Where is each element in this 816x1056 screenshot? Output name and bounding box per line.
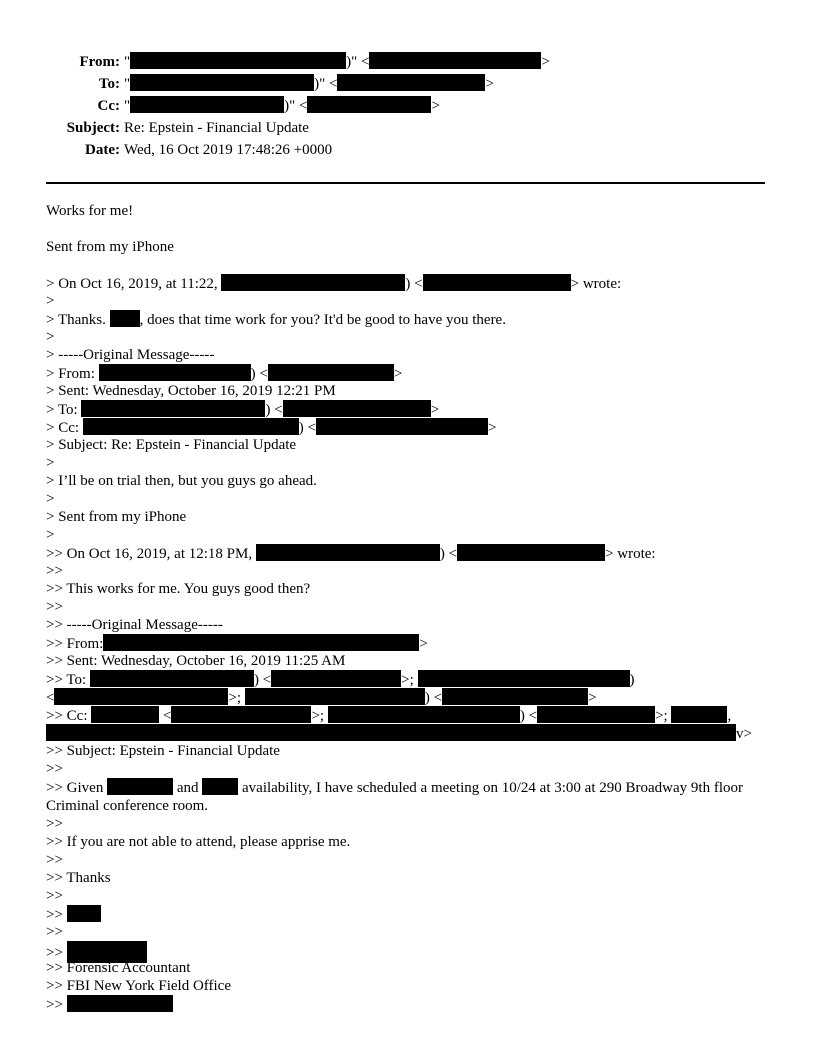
redaction-box [202, 778, 238, 795]
quote-blank: >> [46, 761, 63, 777]
quote2-office-line: >> FBI New York Field Office [46, 978, 231, 994]
date-label: Date: [85, 142, 120, 158]
redaction-box [130, 52, 346, 69]
from-label: From: [79, 54, 120, 70]
quote2-original-message: >> -----Original Message----- [46, 617, 223, 633]
quote1-thanks-rest: , does that time work for you? It'd be good to have you there. [139, 312, 506, 328]
quote-blank: >> [46, 888, 63, 904]
quote1-thanks-prefix: > Thanks. [46, 312, 106, 328]
quote1-cc-line: > Cc: ) < > [46, 420, 497, 436]
redaction-box [256, 544, 440, 561]
redaction-box [268, 364, 394, 381]
header-divider [46, 182, 765, 184]
redaction-box [245, 688, 425, 705]
redaction-box [221, 274, 405, 291]
quote2-cc-line: >> Cc: < >; ) < >; , [46, 708, 732, 724]
quote2-cc-label: >> Cc: [46, 708, 88, 724]
quote1-original-message: > -----Original Message----- [46, 347, 215, 363]
redaction-box [171, 706, 311, 723]
redaction-box [423, 274, 571, 291]
quote2-name-line: >> [46, 941, 776, 959]
redaction-box [418, 670, 630, 687]
quote2-sent-line: >> Sent: Wednesday, October 16, 2019 11:25 AM [46, 653, 346, 669]
quote-blank: >> [46, 852, 63, 868]
quote1-from-label: > From: [46, 366, 95, 382]
quote2-sender-line: >> [46, 905, 776, 923]
header-from-row [0, 51, 816, 73]
quote2-given-rest: availability, I have scheduled a meeting on 10/24 at 3:00 at 290 Broadway 9th floor Criminal conference room. [46, 780, 743, 814]
quote-blank: >> [46, 563, 63, 579]
date-value: Wed, 16 Oct 2019 17:48:26 +0000 [124, 142, 333, 158]
redaction-box [457, 544, 605, 561]
redaction-box [54, 688, 228, 705]
quote1-wrote: > wrote: [570, 276, 622, 292]
quote1-to-label: > To: [46, 402, 78, 418]
quote1-trial-line: > I’ll be on trial then, but you guys go ahead. [46, 473, 317, 489]
redaction-box [81, 400, 265, 417]
header-cc-row [0, 95, 816, 117]
redaction-box [283, 400, 431, 417]
redaction-box [337, 74, 485, 91]
quote1-on-line: > On Oct 16, 2019, at 11:22, ) < > wrote: [46, 276, 622, 292]
quote2-from-label: >> From: [46, 636, 104, 652]
quote1-signature-line: > Sent from my iPhone [46, 509, 187, 525]
quote1-subject-line: > Subject: Re: Epstein - Financial Update [46, 437, 297, 453]
redaction-box [46, 724, 736, 741]
redaction-box [130, 96, 284, 113]
redaction-box [103, 634, 419, 651]
redaction-box [537, 706, 655, 723]
quote2-subject-line: >> Subject: Epstein - Financial Update [46, 743, 280, 759]
redaction-box [307, 96, 431, 113]
quote1-to-line: > To: ) < > [46, 402, 440, 418]
redaction-box [91, 706, 159, 723]
quote2-on-line: >> On Oct 16, 2019, at 12:18 PM, ) < > wrote: [46, 546, 656, 562]
quote-blank: > [46, 329, 55, 345]
quote1-sent-line: > Sent: Wednesday, October 16, 2019 12:21 PM [46, 383, 336, 399]
quote2-given-prefix: >> Given [46, 780, 104, 796]
reply-text: Works for me! [46, 203, 134, 219]
redaction-box [67, 905, 101, 922]
quote2-wrote: > wrote: [605, 546, 656, 562]
email-header [0, 51, 816, 161]
redaction-box [110, 310, 140, 327]
redaction-box [99, 364, 251, 381]
quote1-on-prefix: > On Oct 16, 2019, at 11:22, [46, 276, 218, 292]
quote-blank: >> [46, 816, 63, 832]
redaction-box [107, 778, 173, 795]
redaction-box [271, 670, 401, 687]
header-date-row [0, 139, 816, 161]
redaction-box [67, 995, 173, 1012]
redaction-box [130, 74, 314, 91]
quote2-given-paragraph [46, 778, 766, 815]
header-to-row [0, 73, 816, 95]
redaction-box [671, 706, 727, 723]
quote2-to-label: >> To: [46, 672, 87, 688]
quote2-title-line: >> Forensic Accountant [46, 960, 191, 976]
quote-blank: > [46, 527, 55, 543]
quote2-attend-line: >> If you are not able to attend, please apprise me. [46, 834, 351, 850]
to-label: To: [98, 76, 120, 92]
quote-blank: >> [46, 599, 63, 615]
subject-label: Subject: [66, 120, 120, 136]
cc-label: Cc: [97, 98, 120, 114]
redaction-box [90, 670, 254, 687]
quote2-thanks-line: >> Thanks [46, 870, 111, 886]
quote1-cc-label: > Cc: [46, 420, 80, 436]
quote2-cc-continued: v> [46, 724, 776, 742]
quote2-to-line: >> To: ) < >; ) [46, 672, 635, 688]
redaction-box [369, 52, 541, 69]
email-body [46, 202, 776, 1013]
quote2-from-line: >> From: > [46, 636, 428, 652]
redaction-box [316, 418, 488, 435]
redaction-box [83, 418, 299, 435]
header-subject-row [0, 117, 816, 139]
subject-value: Re: Epstein - Financial Update [124, 120, 309, 136]
reply-signature: Sent from my iPhone [46, 239, 174, 255]
from-value: " )" < > [124, 54, 550, 70]
quote2-works-line: >> This works for me. You guys good then? [46, 581, 311, 597]
quote-blank: > [46, 455, 55, 471]
quote2-on-prefix: >> On Oct 16, 2019, at 12:18 PM, [46, 546, 253, 562]
quote1-thanks-line [46, 310, 776, 328]
quote-blank: > [46, 293, 55, 309]
quote-blank: >> [46, 924, 63, 940]
redaction-box [442, 688, 588, 705]
quote2-given-and: and [176, 780, 199, 796]
redaction-box [328, 706, 520, 723]
quote2-contact-line: >> [46, 995, 776, 1013]
quote1-from-line: > From: ) < > [46, 366, 403, 382]
cc-value: " )" < > [124, 98, 440, 114]
to-value: " )" < > [124, 76, 494, 92]
quote-blank: > [46, 491, 55, 507]
quote2-to-continued: < >; ) < > [46, 690, 597, 706]
